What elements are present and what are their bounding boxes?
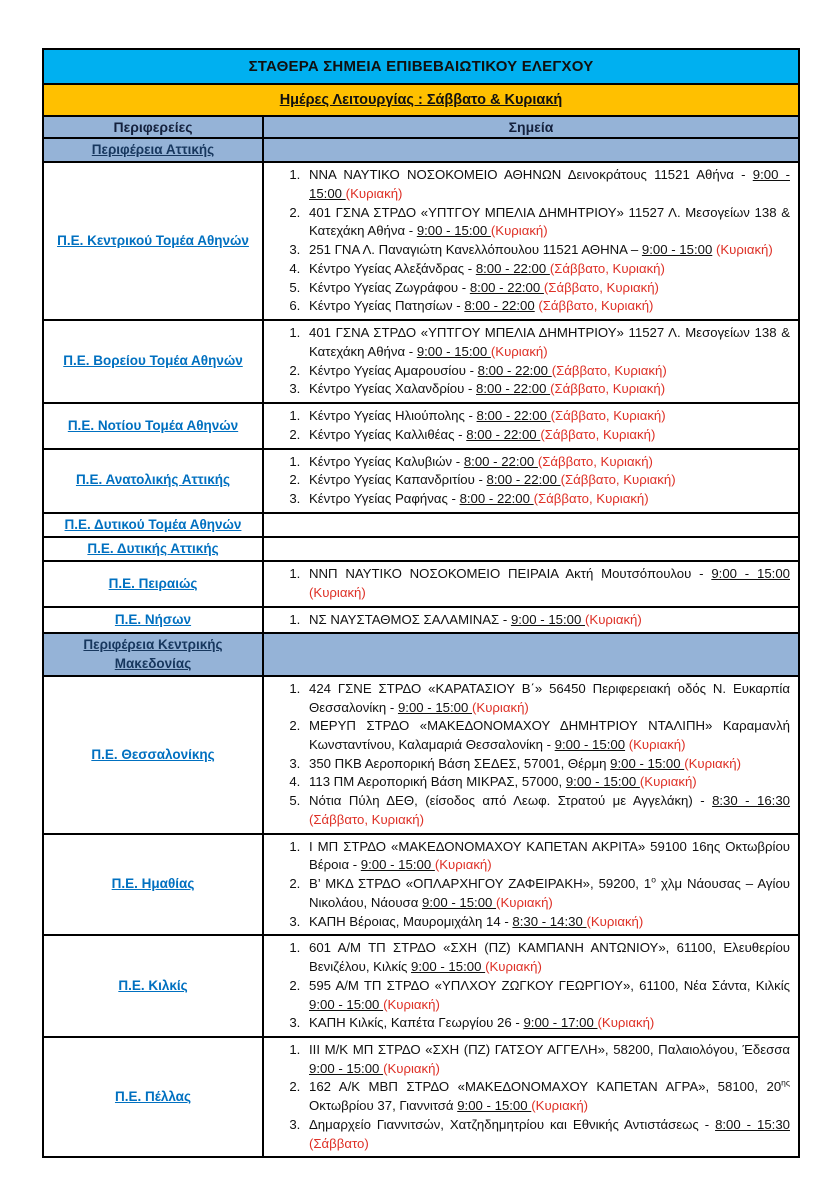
point-text: 162 Α/Κ ΜΒΠ ΣΤΡΔΟ «ΜΑΚΕΔΟΝΟΜΑΧΟΥ ΚΑΠΕΤΑΝ ΑΓΡΑ», 58100, 20 (309, 1079, 782, 1095)
point-text: 401 ΓΣΝΑ ΣΤΡΔΟ «ΥΠΤΓΟΥ ΜΠΕΛΙΑ ΔΗΜΗΤΡΙΟΥ» 11527 Λ. Μεσογείων 138 & Κατεχάκη Αθήνα - (309, 325, 790, 359)
point-text: ΚΑΠΗ Κιλκίς, Καπέτα Γεωργίου 26 - (309, 1015, 524, 1031)
points-cell (263, 607, 799, 634)
hours-text: 9:00 - 17:00 (523, 1015, 598, 1031)
regional-unit-link[interactable]: Π.Ε. Πέλλας (114, 1089, 192, 1105)
point-text: 601 Α/Μ ΤΠ ΣΤΡΔΟ «ΣΧΗ (ΠΖ) ΚΑΜΠΑΝΗ ΑΝΤΩΝΙΟΥ», 61100, Ελευθερίου Βενιζέλου, Κιλκίς (309, 940, 790, 975)
point-item (304, 453, 790, 472)
regional-unit-link[interactable]: Π.Ε. Θεσσαλονίκης (91, 746, 215, 762)
point-item (304, 380, 790, 399)
operating-day-text: (Κυριακή) (490, 223, 548, 239)
operating-day-text: (Κυριακή) (628, 736, 686, 752)
regional-unit-cell (43, 1037, 263, 1157)
point-text: 595 Α/Μ ΤΠ ΣΤΡΔΟ «ΥΠΛΧΟΥ ΖΩΓΚΟΥ ΓΕΩΡΓΙΟΥ», 61100, Νέα Σάντα, Κιλκίς (309, 977, 790, 993)
point-item (304, 792, 790, 829)
point-text: 350 ΠΚΒ Αεροπορική Βάση ΣΕΔΕΣ, 57001, Θέρμη (309, 755, 611, 771)
points-cell (263, 935, 799, 1037)
operating-day-text: (Σάββατο, Κυριακή) (533, 490, 649, 506)
regional-unit-cell (43, 449, 263, 513)
point-item (304, 838, 790, 875)
regional-unit-link[interactable]: Π.Ε. Ανατολικής Αττικής (75, 472, 231, 488)
operating-day-text: (Σάββατο, Κυριακή) (538, 298, 654, 314)
operating-day-text: (Κυριακή) (496, 894, 553, 910)
operating-day-text: (Σάββατο, Κυριακή) (549, 260, 665, 276)
points-list (270, 564, 790, 603)
hours-text: 9:00 - 15:00 (610, 755, 685, 771)
regional-unit-row (43, 607, 799, 634)
point-item (304, 204, 790, 241)
hours-text: 9:00 - 15:00 (711, 566, 790, 582)
regional-unit-link[interactable]: Π.Ε. Νήσων (114, 611, 192, 627)
point-text: Ι ΜΠ ΣΤΡΔΟ «ΜΑΚΕΔΟΝΟΜΑΧΟΥ ΚΑΠΕΤΑΝ ΑΚΡΙΤΑ» 59100 16ης Οκτωβρίου Βέροια - (309, 838, 790, 873)
point-item (304, 279, 790, 298)
hours-text: 9:00 - 15:00 (397, 699, 473, 715)
point-item (304, 939, 790, 976)
hours-text: 9:00 - 15:00 (309, 167, 790, 201)
operating-day-text: (Κυριακή) (597, 1015, 655, 1031)
operating-day-text: (Κυριακή) (586, 913, 644, 929)
points-list (270, 938, 790, 1034)
hours-text: 9:00 - 15:00 (309, 996, 384, 1012)
hours-text: 8:00 - 22:00 (463, 453, 538, 469)
point-item (304, 241, 790, 260)
operating-day-text: (Κυριακή) (472, 699, 529, 715)
points-list (270, 610, 790, 631)
points-cell (263, 676, 799, 834)
point-text: Β’ ΜΚΔ ΣΤΡΔΟ «ΟΠΛΑΡΧΗΓΟΥ ΖΑΦΕΙΡΑΚΗ», 59200, 1 (309, 876, 652, 892)
operating-day-text: (Σάββατο) (309, 1135, 369, 1151)
regional-unit-cell (43, 403, 263, 448)
point-text: ΝΝΑ ΝΑΥΤΙΚΟ ΝΟΣΟΚΟΜΕΙΟ ΑΘΗΝΩΝ Δεινοκράτους 11521 Αθήνα - (309, 167, 753, 183)
section-label: Περιφέρεια Κεντρικής Μακεδονίας (83, 637, 223, 671)
regional-unit-row (43, 537, 799, 561)
operating-day-text: (Κυριακή) (383, 996, 440, 1012)
regional-unit-cell (43, 561, 263, 606)
point-item (304, 1014, 790, 1033)
operating-day-text: (Σάββατο, Κυριακή) (560, 472, 676, 488)
regional-unit-row (43, 403, 799, 448)
point-item (304, 297, 790, 316)
hours-text: 9:00 - 15:00 (457, 1098, 532, 1114)
regional-unit-row (43, 561, 799, 606)
point-text: Κέντρο Υγείας Καλλιθέας - (309, 426, 467, 442)
regional-unit-link[interactable]: Π.Ε. Ημαθίας (111, 876, 195, 892)
point-text: Κέντρο Υγείας Ραφήνας - (309, 490, 460, 506)
hours-text: 9:00 - 15:00 (416, 343, 491, 359)
regional-unit-link[interactable]: Π.Ε. Δυτικής Αττικής (87, 540, 219, 556)
points-list (270, 165, 790, 317)
regional-unit-row (43, 513, 799, 537)
operating-day-text: (Κυριακή) (383, 1060, 440, 1076)
column-header-points: Σημεία (263, 116, 799, 138)
section-label-cell (43, 138, 263, 162)
points-list (270, 679, 790, 831)
section-label: Περιφέρεια Αττικής (91, 142, 215, 157)
hours-text: 9:00 - 15:00 (360, 857, 435, 873)
points-list (270, 524, 790, 526)
point-item (304, 260, 790, 279)
regional-unit-cell (43, 834, 263, 936)
control-points-table (42, 48, 800, 1158)
control-points-document (42, 48, 798, 1158)
operating-day-text: (Κυριακή) (490, 343, 548, 359)
point-text: ΙΙΙ Μ/Κ ΜΠ ΣΤΡΔΟ «ΣΧΗ (ΠΖ) ΓΑΤΣΟΥ ΑΓΓΕΛΗ», 58200, Παλαιολόγου, Έδεσσα (309, 1042, 790, 1057)
points-cell (263, 403, 799, 448)
point-item (304, 324, 790, 361)
point-item (304, 875, 790, 912)
points-list (270, 1040, 790, 1154)
point-item (304, 565, 790, 602)
point-item (304, 471, 790, 490)
operating-day-text: (Κυριακή) (684, 755, 741, 771)
regional-unit-row (43, 834, 799, 936)
hours-text: 8:00 - 22:00 (486, 472, 561, 488)
point-item (304, 755, 790, 774)
operating-day-text: (Κυριακή) (309, 584, 366, 600)
points-cell (263, 537, 799, 561)
regional-unit-cell (43, 513, 263, 537)
document-title: ΣΤΑΘΕΡΑ ΣΗΜΕΙΑ ΕΠΙΒΕΒΑΙΩΤΙΚΟΥ ΕΛΕΓΧΟΥ (43, 49, 799, 84)
title-row (43, 49, 799, 84)
point-text: Κέντρο Υγείας Ηλιούπολης - (309, 408, 477, 424)
hours-text: 8:00 - 22:00 (466, 426, 541, 442)
operating-days-cell (43, 84, 799, 116)
point-text: ΜΕΡΥΠ ΣΤΡΔΟ «ΜΑΚΕΔΟΝΟΜΑΧΟΥ ΔΗΜΗΤΡΙΟΥ ΝΤΑΛΙΠΗ» Καραμανλή Κωνσταντίνου, Καλαμαριά Θεσσαλονίκη - (309, 718, 790, 752)
hours-text: 8:00 - 22:00 (469, 279, 544, 295)
operating-day-text: (Σάββατο, Κυριακή) (543, 279, 659, 295)
point-text: Κέντρο Υγείας Καπανδριτίου - (309, 472, 487, 488)
operating-day-text: (Σάββατο, Κυριακή) (550, 408, 666, 424)
point-text: 401 ΓΣΝΑ ΣΤΡΔΟ «ΥΠΤΓΟΥ ΜΠΕΛΙΑ ΔΗΜΗΤΡΙΟΥ» 11527 Λ. Μεσογείων 138 & Κατεχάκη Αθήνα - (309, 204, 790, 239)
operating-days-row (43, 84, 799, 116)
region-section-row (43, 633, 799, 675)
column-header-regions: Περιφερείες (43, 116, 263, 138)
operating-day-text: (Σάββατο, Κυριακή) (551, 362, 667, 378)
point-text: Κέντρο Υγείας Ζωγράφου - (309, 279, 470, 295)
points-list (270, 452, 790, 510)
point-text: Κέντρο Υγείας Αμαρουσίου - (309, 362, 478, 378)
table-body (43, 49, 799, 1157)
points-cell (263, 834, 799, 936)
point-text: Κέντρο Υγείας Χαλανδρίου - (309, 381, 477, 397)
regional-unit-row (43, 449, 799, 513)
points-cell (263, 320, 799, 403)
operating-day-text: (Σάββατο, Κυριακή) (550, 381, 666, 397)
regional-unit-link[interactable]: Π.Ε. Βορείου Τομέα Αθηνών (63, 353, 243, 369)
points-cell (263, 561, 799, 606)
hours-text: 8:30 - 16:30 (712, 793, 791, 809)
hours-text: 9:00 - 15:00 (565, 774, 640, 790)
point-item (304, 1116, 790, 1153)
point-item (304, 717, 790, 754)
point-item (304, 1041, 790, 1078)
operating-days-label: Ημέρες Λειτουργίας : Σάββατο & Κυριακή (279, 92, 563, 108)
points-cell (263, 1037, 799, 1157)
point-text: ΚΑΠΗ Βέροιας, Μαυρομιχάλη 14 - (309, 913, 513, 929)
operating-day-text: (Κυριακή) (434, 857, 492, 873)
points-list (270, 837, 790, 933)
operating-day-text: (Κυριακή) (531, 1098, 589, 1114)
point-item (304, 680, 790, 717)
hours-text: 8:00 - 22:00 (464, 298, 535, 314)
hours-text: 9:00 - 15:00 (510, 611, 585, 627)
hours-text: 8:30 - 14:30 (512, 913, 587, 929)
regional-unit-cell (43, 162, 263, 320)
points-list (270, 406, 790, 445)
operating-day-text: (Σάββατο, Κυριακή) (540, 426, 656, 442)
column-header-row (43, 116, 799, 138)
points-list (270, 548, 790, 550)
point-item (304, 611, 790, 630)
points-list (270, 323, 790, 400)
operating-day-text: (Σάββατο, Κυριακή) (309, 811, 425, 827)
point-text: ο (651, 874, 656, 885)
hours-text: 9:00 - 15:00 (641, 242, 713, 258)
regional-unit-row (43, 162, 799, 320)
point-item (304, 362, 790, 381)
regional-unit-cell (43, 935, 263, 1037)
regional-unit-cell (43, 676, 263, 834)
regional-unit-link[interactable]: Π.Ε. Κιλκίς (118, 978, 188, 994)
point-text: ΝΣ ΝΑΥΣΤΑΘΜΟΣ ΣΑΛΑΜΙΝΑΣ - (309, 611, 511, 627)
hours-text: 8:00 - 22:00 (459, 490, 534, 506)
hours-text: 8:00 - 22:00 (475, 260, 550, 276)
hours-text: 9:00 - 15:00 (554, 736, 626, 752)
operating-day-text: (Κυριακή) (639, 774, 697, 790)
section-label-cell (43, 633, 263, 675)
point-text: ΝΝΠ ΝΑΥΤΙΚΟ ΝΟΣΟΚΟΜΕΙΟ ΠΕΙΡΑΙΑ Ακτή Μουτσόπουλου - (309, 566, 712, 582)
hours-text: 8:00 - 15:30 (715, 1116, 790, 1132)
regional-unit-cell (43, 607, 263, 634)
region-section-row (43, 138, 799, 162)
point-text: 251 ΓΝΑ Λ. Παναγιώτη Κανελλόπουλου 11521 ΑΘΗΝΑ – (309, 242, 642, 258)
hours-text: 8:00 - 22:00 (476, 381, 551, 397)
operating-day-text: (Σάββατο, Κυριακή) (537, 453, 653, 469)
point-text: Νότια Πύλη ΔΕΘ, (είσοδος από Λεωφ. Στρατού με Αγγελάκη) - (309, 793, 713, 809)
point-item (304, 913, 790, 932)
point-text: Κέντρο Υγείας Πατησίων - (309, 298, 465, 314)
regional-unit-link[interactable]: Π.Ε. Κεντρικού Τομέα Αθηνών (57, 233, 249, 249)
regional-unit-row (43, 935, 799, 1037)
point-item (304, 426, 790, 445)
hours-text: 8:00 - 22:00 (477, 362, 552, 378)
points-cell (263, 513, 799, 537)
hours-text: 9:00 - 15:00 (309, 1060, 384, 1076)
point-item (304, 407, 790, 426)
hours-text: 9:00 - 15:00 (416, 223, 491, 239)
regional-unit-link[interactable]: Π.Ε. Νοτίου Τομέα Αθηνών (67, 417, 239, 433)
operating-day-text: (Κυριακή) (485, 959, 542, 975)
regional-unit-cell (43, 537, 263, 561)
point-text: Κέντρο Υγείας Αλεξάνδρας - (309, 260, 476, 276)
point-item (304, 977, 790, 1014)
point-text: 424 ΓΣΝΕ ΣΤΡΔΟ «ΚΑΡΑΤΑΣΙΟΥ Β΄» 56450 Περιφερειακή οδός Ν. Ευκαρπία Θεσσαλονίκη - (309, 680, 790, 715)
regional-unit-row (43, 320, 799, 403)
point-text: Οκτωβρίου 37, Γιαννιτσά (309, 1098, 458, 1114)
hours-text: 8:00 - 22:00 (476, 408, 551, 424)
point-text: Κέντρο Υγείας Καλυβιών - (309, 453, 464, 469)
regional-unit-link[interactable]: Π.Ε. Δυτικού Τομέα Αθηνών (64, 516, 242, 532)
regional-unit-row (43, 676, 799, 834)
point-text: Δημαρχείο Γιαννιτσών, Χατζηδημητρίου και Εθνικής Αντιστάσεως - (309, 1116, 716, 1132)
point-item (304, 490, 790, 509)
point-text: ης (781, 1078, 790, 1089)
section-empty-cell (263, 633, 799, 675)
point-item (304, 773, 790, 792)
point-item (304, 166, 790, 203)
operating-day-text: (Κυριακή) (715, 242, 773, 258)
points-cell (263, 449, 799, 513)
point-item (304, 1078, 790, 1115)
section-empty-cell (263, 138, 799, 162)
operating-day-text: (Κυριακή) (585, 611, 642, 627)
hours-text: 9:00 - 15:00 (421, 894, 497, 910)
regional-unit-link[interactable]: Π.Ε. Πειραιώς (108, 575, 198, 591)
point-text: χλμ Νάουσας – Αγίου Νικολάου, Νάουσα (309, 876, 790, 910)
point-text: 113 ΠΜ Αεροπορική Βάση ΜΙΚΡΑΣ, 57000, (309, 774, 566, 790)
hours-text: 9:00 - 15:00 (411, 959, 486, 975)
regional-unit-row (43, 1037, 799, 1157)
regional-unit-cell (43, 320, 263, 403)
operating-day-text: (Κυριακή) (345, 185, 403, 201)
points-cell (263, 162, 799, 320)
